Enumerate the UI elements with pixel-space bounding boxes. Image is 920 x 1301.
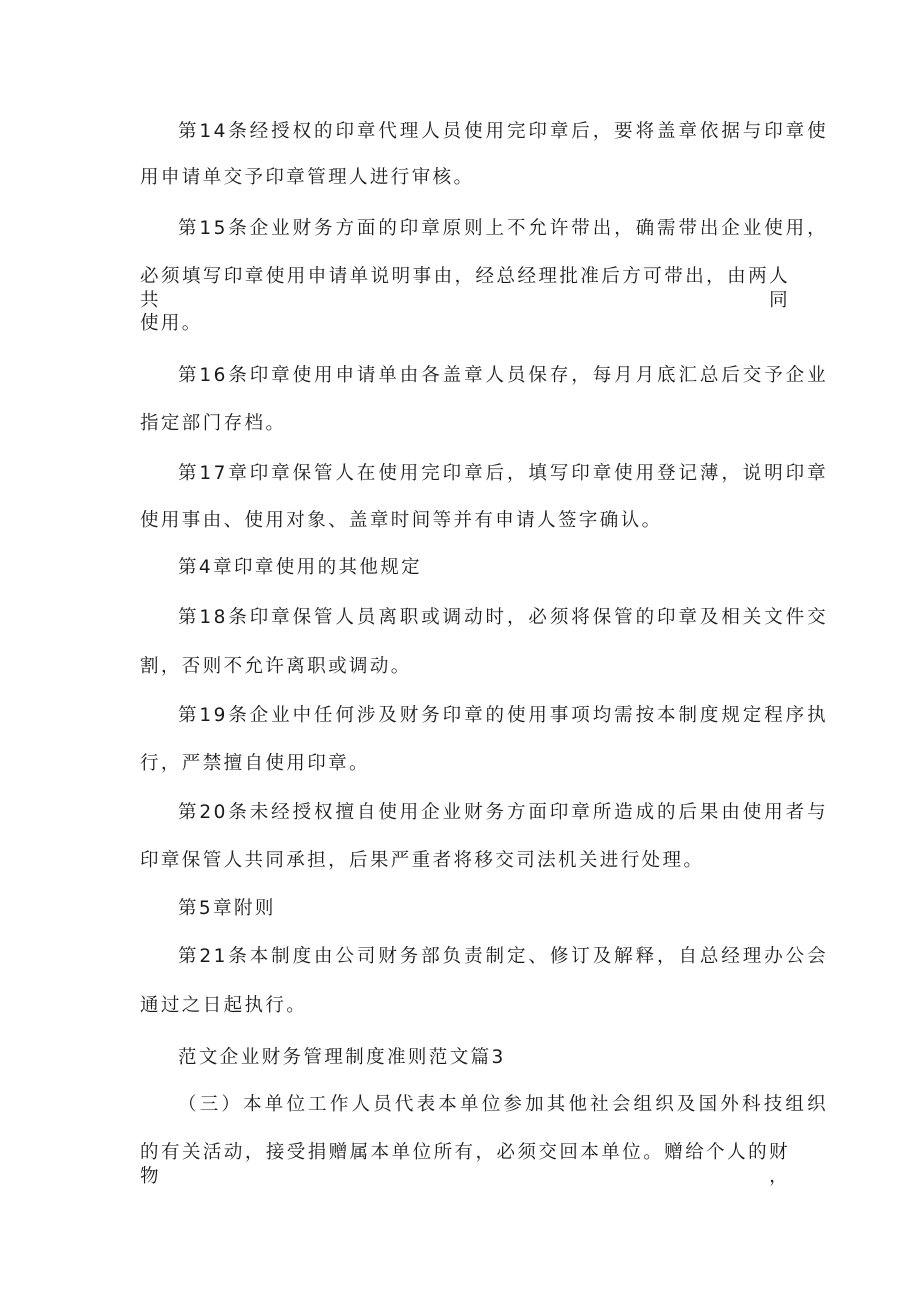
art15-line-3: 使用。	[140, 313, 203, 334]
art15-line-2: 必须填写印章使用申请单说明事由，经总经理批准后方可带出，由两人共同	[140, 266, 790, 311]
art18-line-2: 割，否则不允许离职或调动。	[140, 656, 412, 677]
art20-line-2: 印章保管人共同承担，后果严重者将移交司法机关进行处理。	[140, 850, 705, 871]
art21-line-1: 第21条本制度由公司财务部负责制定、修订及解释，自总经理办公会	[178, 946, 828, 967]
item3-line-2: 的有关活动，接受捐赠属本单位所有，必须交回本单位。赠给个人的财物，	[140, 1142, 790, 1187]
item3-line-1: （三）本单位工作人员代表本单位参加其他社会组织及国外科技组织	[178, 1094, 828, 1115]
art18-line-1: 第18条印章保管人员离职或调动时，必须将保管的印章及相关文件交	[178, 607, 828, 628]
art19-line-2: 行，严禁擅自使用印章。	[140, 753, 370, 774]
chapter5-heading: 第5章附则	[178, 898, 276, 919]
art14-line-1: 第14条经授权的印章代理人员使用完印章后，要将盖章依据与印章使	[178, 121, 828, 142]
art21-line-2: 通过之日起执行。	[140, 995, 308, 1016]
chapter4-heading: 第4章印章使用的其他规定	[178, 557, 423, 578]
art17-line-2: 使用事由、使用对象、盖章时间等并有申请人签字确认。	[140, 510, 663, 531]
art16-line-1: 第16条印章使用申请单由各盖章人员保存，每月月底汇总后交予企业	[178, 365, 828, 386]
art17-line-1: 第17章印章保管人在使用完印章后，填写印章使用登记薄，说明印章	[178, 463, 828, 484]
art14-line-2: 用申请单交予印章管理人进行审核。	[140, 167, 475, 188]
art19-line-1: 第19条企业中任何涉及财务印章的使用事项均需按本制度规定程序执	[178, 705, 828, 726]
art16-line-2: 指定部门存档。	[140, 413, 287, 434]
art15-line-1: 第15条企业财务方面的印章原则上不允许带出，确需带出企业使用，	[178, 218, 828, 239]
section3-heading: 范文企业财务管理制度准则范文篇3	[178, 1047, 506, 1068]
art20-line-1: 第20条未经授权擅自使用企业财务方面印章所造成的后果由使用者与	[178, 802, 828, 823]
